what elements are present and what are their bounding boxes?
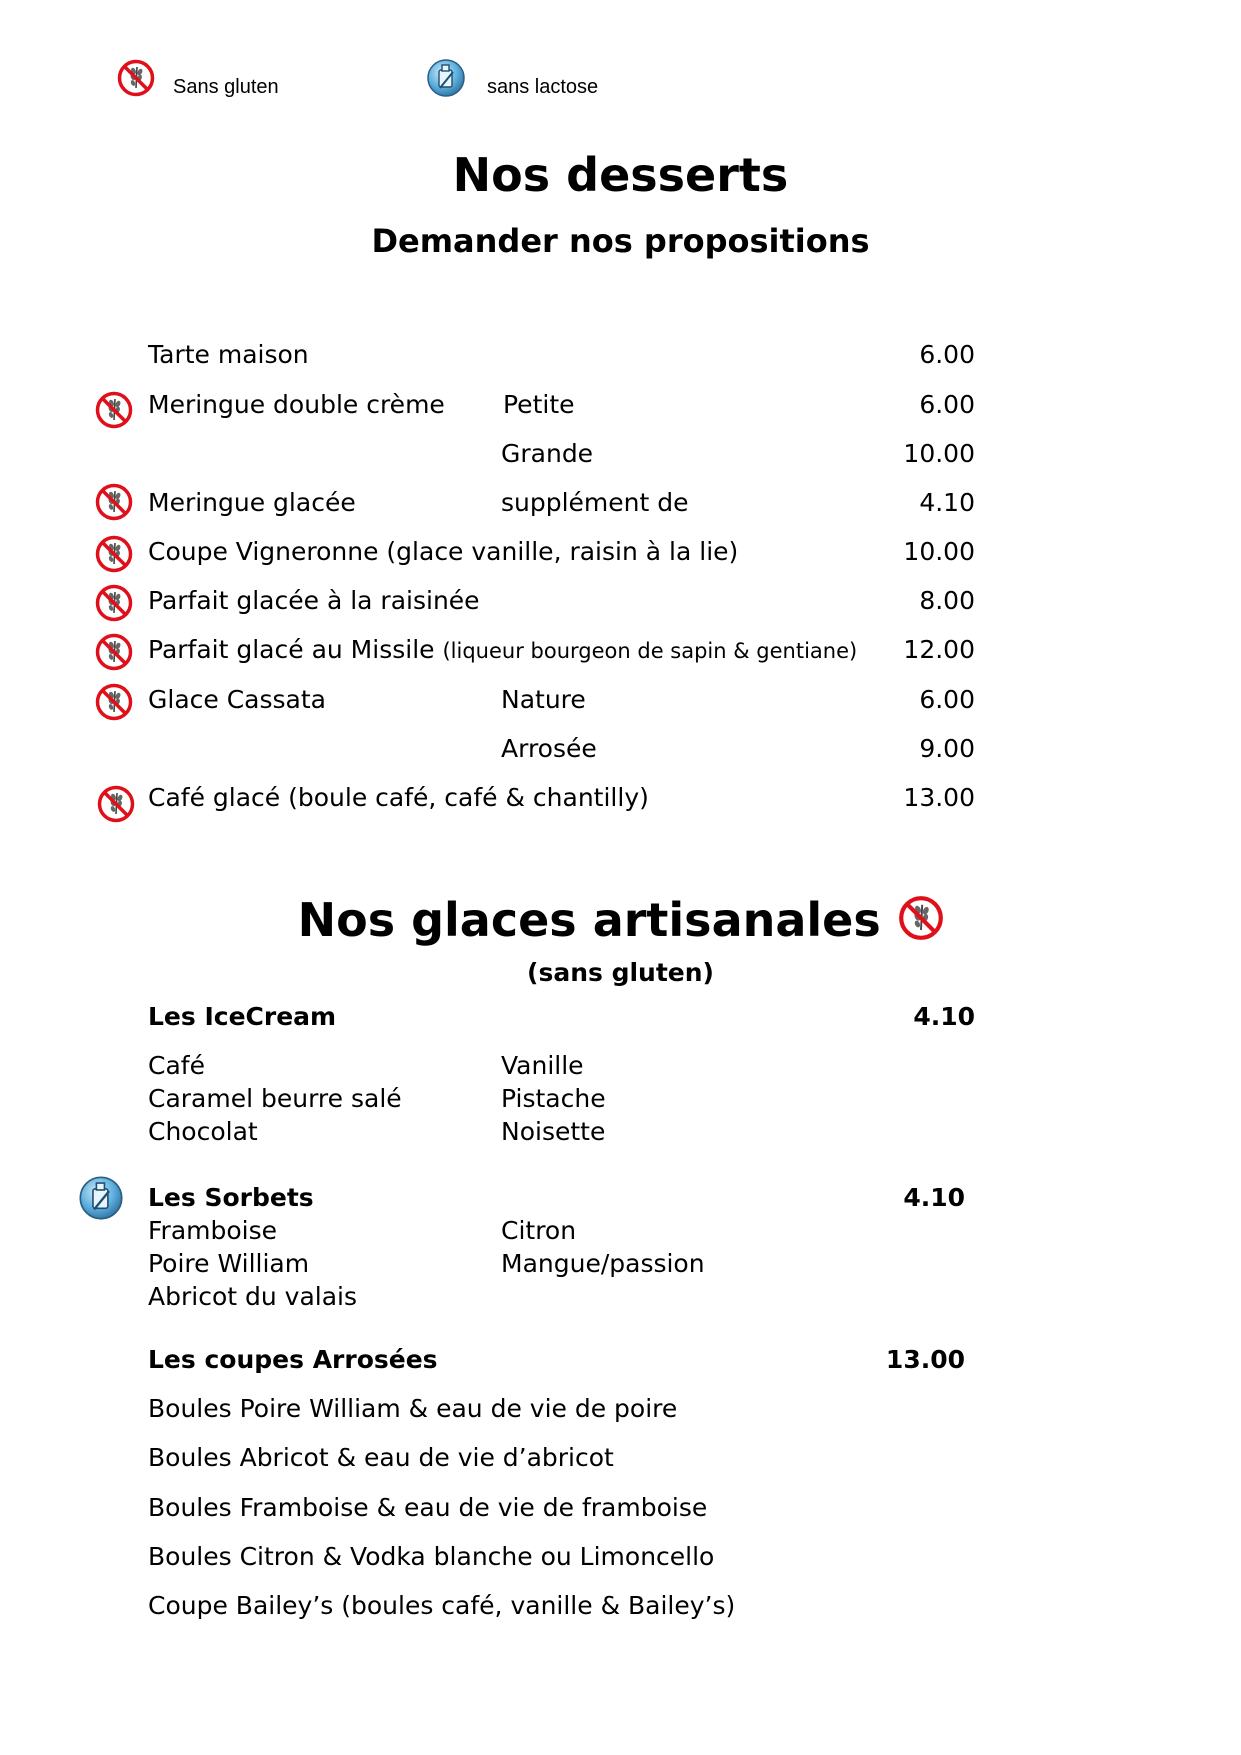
dessert-price: 6.00 [919, 340, 975, 369]
dessert-price: 8.00 [919, 586, 975, 615]
coupe-item: Boules Framboise & eau de vie de framboise [148, 1493, 708, 1522]
icecream-price: 4.10 [913, 1002, 975, 1031]
dessert-price: 10.00 [903, 439, 975, 468]
flavor-item: Café [148, 1051, 205, 1080]
flavor-item: Vanille [501, 1051, 584, 1080]
glaces-subtitle: (sans gluten) [527, 958, 714, 987]
dessert-price: 12.00 [903, 635, 975, 664]
flavor-item: Poire William [148, 1249, 310, 1278]
coupe-item: Boules Abricot & eau de vie d’abricot [148, 1443, 614, 1472]
dessert-name: Meringue double crème [148, 390, 445, 419]
dessert-price: 13.00 [903, 783, 975, 812]
dessert-name: Café glacé (boule café, café & chantilly) [148, 783, 649, 812]
arrosees-price: 13.00 [885, 1345, 965, 1374]
dessert-name: Parfait glacée à la raisinée [148, 586, 480, 615]
no-gluten-icon [94, 632, 134, 672]
flavor-item: Framboise [148, 1216, 278, 1245]
flavor-item: Mangue/passion [501, 1249, 705, 1278]
no-gluten-icon [94, 583, 134, 623]
glaces-title: Nos glaces artisanales [297, 893, 881, 947]
sorbets-price: 4.10 [903, 1183, 965, 1212]
legend-lactose-free-label: sans lactose [487, 76, 599, 98]
dessert-variant: Grande [501, 439, 594, 468]
no-gluten-icon [96, 784, 136, 824]
dessert-name: Parfait glacé au Missile [148, 635, 435, 664]
coupe-item: Boules Poire William & eau de vie de poire [148, 1394, 678, 1423]
dessert-price: 6.00 [919, 685, 975, 714]
dessert-name-with-note [148, 635, 857, 664]
glaces-title-row [0, 888, 1241, 947]
sorbets-heading: Les Sorbets [148, 1183, 314, 1212]
icecream-heading: Les IceCream [148, 1002, 337, 1031]
dessert-note: (liqueur bourgeon de sapin & gentiane) [442, 639, 858, 663]
dessert-name: Glace Cassata [148, 685, 326, 714]
no-gluten-icon [94, 482, 134, 522]
dessert-name: Coupe Vigneronne (glace vanille, raisin à la lie) [148, 537, 739, 566]
flavor-item: Pistache [501, 1084, 606, 1113]
no-gluten-icon [94, 534, 134, 574]
flavor-item: Chocolat [148, 1117, 258, 1146]
flavor-item: Noisette [501, 1117, 606, 1146]
no-gluten-icon [94, 390, 134, 430]
page-title: Nos desserts [452, 148, 789, 202]
dessert-name: Tarte maison [148, 340, 309, 369]
dessert-variant: Arrosée [501, 734, 597, 763]
arrosees-heading: Les coupes Arrosées [148, 1345, 438, 1374]
coupe-item: Coupe Bailey’s (boules café, vanille & Bailey’s) [148, 1591, 736, 1620]
lactose-free-icon [426, 58, 466, 98]
dessert-variant: Petite [503, 390, 575, 419]
no-gluten-icon [897, 894, 945, 942]
dessert-price: 10.00 [903, 537, 975, 566]
flavor-item: Citron [501, 1216, 577, 1245]
legend-gluten-free-label: Sans gluten [173, 76, 279, 98]
flavor-item: Caramel beurre salé [148, 1084, 402, 1113]
no-gluten-icon [94, 682, 134, 722]
dessert-variant: Nature [501, 685, 586, 714]
page-subtitle: Demander nos propositions [371, 222, 870, 260]
coupe-item: Boules Citron & Vodka blanche ou Limoncello [148, 1542, 715, 1571]
dessert-price: 6.00 [919, 390, 975, 419]
flavor-item: Abricot du valais [148, 1282, 357, 1311]
lactose-free-icon [78, 1175, 124, 1221]
dessert-variant: supplément de [501, 488, 689, 517]
no-gluten-icon [116, 58, 156, 98]
dessert-name: Meringue glacée [148, 488, 356, 517]
dessert-price: 4.10 [919, 488, 975, 517]
dessert-price: 9.00 [919, 734, 975, 763]
